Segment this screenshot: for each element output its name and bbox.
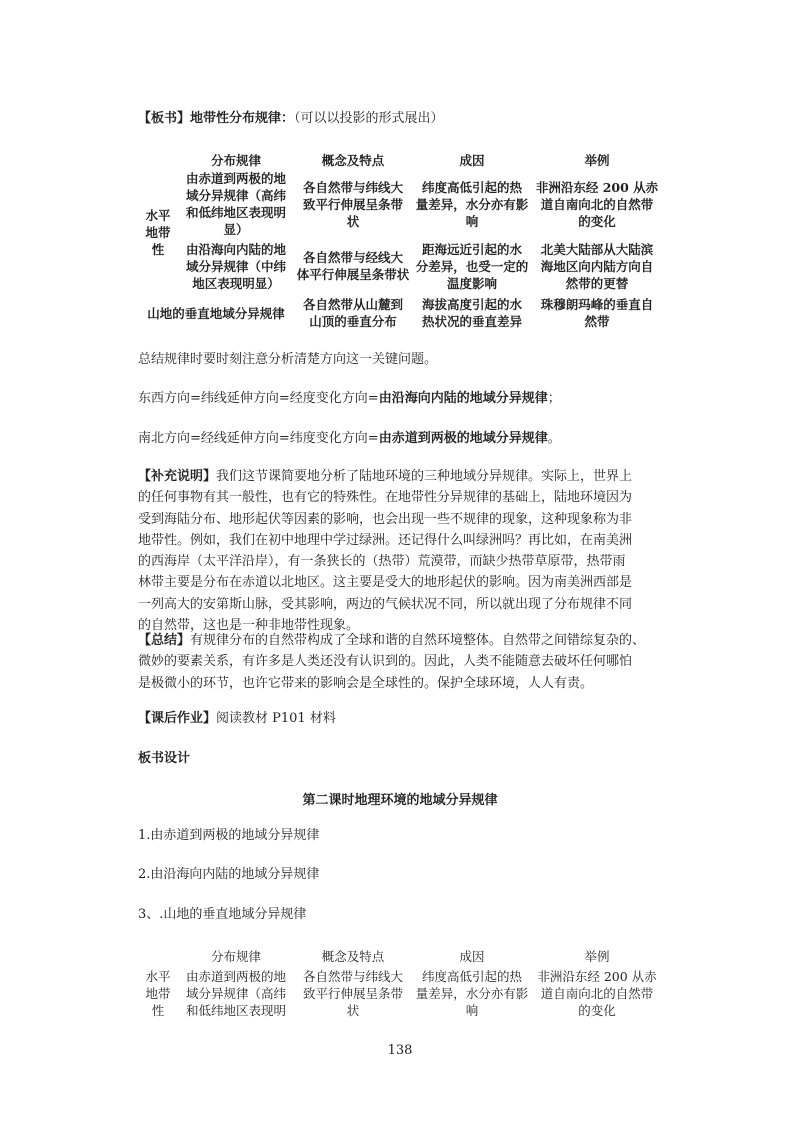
conclusion-paragraph [138, 630, 662, 694]
cell-line: 海地区向内陆方向自 [540, 258, 654, 274]
cell-line: 距海远近引起的水 [421, 241, 522, 257]
example-cell [532, 238, 662, 294]
homework-text: 阅读教材 P101 材料 [216, 711, 336, 726]
board-heading [138, 109, 662, 129]
conclusion-tag: 【总结】 [138, 633, 191, 648]
table-header-cell: 概念及特点 [321, 152, 385, 168]
cell-line: 状 [346, 1002, 360, 1018]
board-heading-note: （可以以投影的形式展出） [294, 111, 444, 126]
category-line: 水平 [145, 207, 171, 223]
paragraph-line: 受到海陆分布、地形起伏等因素的影响，也会出现一些不规律的现象，这种现象称为非 [138, 511, 633, 527]
paragraph-text: 我们这节课简要地分析了陆地环境的三种地域分异规律。实际上，世界上 [216, 469, 633, 484]
table-header-cell: 成因 [459, 152, 485, 168]
direction-ew-prefix: 东西方向=纬线延伸方向=经度变化方向= [138, 391, 379, 406]
cell-line: 量差异，水分亦有影 [415, 196, 529, 212]
cell-line: 由赤道到两极的地 [185, 171, 286, 186]
direction-ew-suffix: ； [547, 391, 561, 406]
rule-cell [178, 238, 294, 294]
cause-cell [412, 294, 532, 332]
cell-line: 由赤道到两极的地 [185, 968, 286, 984]
rule-cell [178, 966, 294, 1020]
cell-line: 然带 [584, 314, 610, 329]
table-header-empty [138, 946, 178, 966]
cell-line: 热状况的垂直差异 [421, 314, 522, 329]
paragraph-line: 的任何事物有其一般性，也有它的特殊性。在地带性分异规律的基础上，陆地环境因为 [138, 490, 633, 506]
table-row [138, 294, 662, 332]
cell-line: 非洲沿东经 200 从赤 [535, 179, 659, 195]
board-design-item: 3、.山地的垂直地域分异规律 [138, 907, 307, 922]
paragraph-line: 的西海岸（太平洋沿岸），有一条狭长的（热带）荒漠带，而缺少热带草原带，热带雨 [138, 554, 626, 570]
direction-ns-suffix: 。 [547, 431, 561, 446]
concept-cell [294, 170, 412, 238]
cell-line: 致平行伸展呈条带 [302, 985, 403, 1001]
cause-cell [412, 238, 532, 294]
table-header-cell: 概念及特点 [321, 948, 385, 964]
cell-line: 非洲沿东经 200 从赤 [537, 968, 657, 984]
cell-line: 各自然带从山麓到 [302, 297, 403, 312]
homework-tag: 【课后作业】 [138, 711, 217, 726]
cell-line: 和低纬地区表现明 [185, 1002, 286, 1018]
paragraph-line: 地带性。例如，我们在初中地理中学过绿洲。还记得什么叫绿洲吗？再比如，在南美洲 [138, 532, 633, 548]
concept-cell [294, 966, 412, 1020]
cause-cell [412, 966, 532, 1020]
cell-line: 山顶的垂直分布 [309, 314, 397, 329]
board-heading-title: 地带性分布规律： [190, 111, 295, 126]
paragraph-line: 是极微小的环节，也许它带来的影响会是全球性的。保护全球环境，人人有责。 [138, 675, 594, 691]
board-design-table [138, 946, 662, 1020]
direction-ns-prefix: 南北方向=经线延伸方向=纬度变化方向= [138, 431, 379, 446]
cell-line: 地区表现明显） [192, 275, 280, 291]
table-header-cell: 举例 [584, 948, 610, 964]
board-design-heading: 板书设计 [138, 751, 191, 766]
direction-north-south [138, 429, 662, 449]
cell-line: 体平行伸展呈条带状 [296, 267, 410, 282]
table-header-cell: 分布规律 [210, 948, 261, 964]
table-header-cell: 分布规律 [210, 152, 261, 168]
direction-ns-bold: 由赤道到两极的地域分异规律 [378, 431, 548, 446]
cell-line: 纬度高低引起的热 [421, 179, 522, 195]
category-line: 性 [151, 241, 165, 257]
board-design-title: 第二课时地理环境的地域分异规律 [302, 793, 498, 808]
category-line: 性 [151, 1002, 165, 1018]
paragraph-line: 林带主要是分布在赤道以北地区。这主要是受大的地形起伏的影响。因为南美洲西部是 [138, 575, 633, 591]
cell-line: 温度影响 [446, 275, 497, 291]
paragraph-line: 微妙的要素关系，有许多是人类还没有认识到的。因此，人类不能随意去破坏任何哪怕 [138, 654, 633, 670]
paragraph-text: 有规律分布的自然带构成了全球和谐的自然环境整体。自然带之间错综复杂的、 [190, 633, 646, 648]
cell-line: 各自然带与经线大 [302, 250, 403, 265]
page-number: 138 [387, 1043, 413, 1058]
cell-line: 道自南向北的自然带 [540, 196, 654, 212]
cell-line: 的变化 [578, 213, 616, 229]
cell-line: 量差异，水分亦有影 [415, 985, 529, 1001]
table-row [138, 966, 662, 1020]
rule-cell [178, 170, 294, 238]
table-header-row [138, 150, 662, 170]
cell-line: 域分异规律（高纬 [185, 188, 286, 203]
direction-ew-bold: 由沿海向内陆的地域分异规律 [378, 391, 548, 406]
concept-cell [294, 238, 412, 294]
supplement-paragraph [138, 466, 662, 636]
cell-line: 然带的更替 [565, 275, 629, 291]
cell-line: 纬度高低引起的热 [421, 968, 522, 984]
cell-line: 响 [465, 213, 479, 229]
vertical-rule-cell [138, 294, 294, 332]
cell-line: 致平行伸展呈条带 [302, 196, 403, 212]
category-cell [138, 170, 178, 294]
direction-east-west [138, 389, 662, 409]
cell-line: 各自然带与纬线大 [302, 968, 403, 984]
category-cell [138, 966, 178, 1020]
paragraph-line [138, 466, 662, 487]
zonal-rules-table [138, 150, 662, 332]
cell-line: 各自然带与纬线大 [302, 179, 403, 195]
table-row [138, 238, 662, 294]
board-heading-tag: 【板书】 [138, 111, 191, 126]
table-header-cell: 举例 [584, 152, 610, 168]
cell-line: 珠穆朗玛峰的垂直自 [540, 297, 654, 312]
category-line: 地带 [145, 985, 171, 1001]
cell-line: 的变化 [578, 1002, 616, 1018]
category-line: 地带 [145, 224, 171, 240]
homework-line [138, 709, 662, 729]
cell-line: 由沿海向内陆的地 [185, 241, 286, 257]
example-cell [532, 966, 662, 1020]
concept-cell [294, 294, 412, 332]
paragraph-line [138, 630, 662, 651]
supplement-tag: 【补充说明】 [138, 469, 217, 484]
cell-line: 域分异规律（高纬 [185, 985, 286, 1001]
cell-line: 显） [223, 222, 249, 237]
board-design-item: 2.由沿海向内陆的地域分异规律 [138, 867, 320, 882]
paragraph-line: 的自然带，这也是一种非地带性现象。 [138, 618, 360, 634]
cell-line: 分差异，也受一定的 [415, 258, 529, 274]
cause-cell [412, 170, 532, 238]
example-cell [532, 170, 662, 238]
cell-line: 北美大陆部从大陆滨 [540, 241, 654, 257]
table-row [138, 170, 662, 238]
cell-line: 海拔高度引起的水 [421, 297, 522, 312]
cell-line: 状 [346, 213, 360, 229]
table-header-empty [138, 150, 178, 170]
summary-note: 总结规律时要时刻注意分析清楚方向这一关键问题。 [138, 352, 438, 367]
cell-line: 响 [465, 1002, 479, 1018]
cell-line: 道自南向北的自然带 [540, 985, 654, 1001]
board-design-item: 1.由赤道到两极的地域分异规律 [138, 828, 320, 843]
cell-line: 和低纬地区表现明 [185, 205, 286, 220]
cell-line: 山地的垂直地域分异规律 [147, 305, 285, 321]
cell-line: 域分异规律（中纬 [185, 258, 286, 274]
category-line: 水平 [145, 968, 171, 984]
table-header-row [138, 946, 662, 966]
example-cell [532, 294, 662, 332]
table-header-cell: 成因 [459, 948, 485, 964]
paragraph-line: 一列高大的安第斯山脉，受其影响，两边的气候状况不同，所以就出现了分布规律不同 [138, 596, 633, 612]
